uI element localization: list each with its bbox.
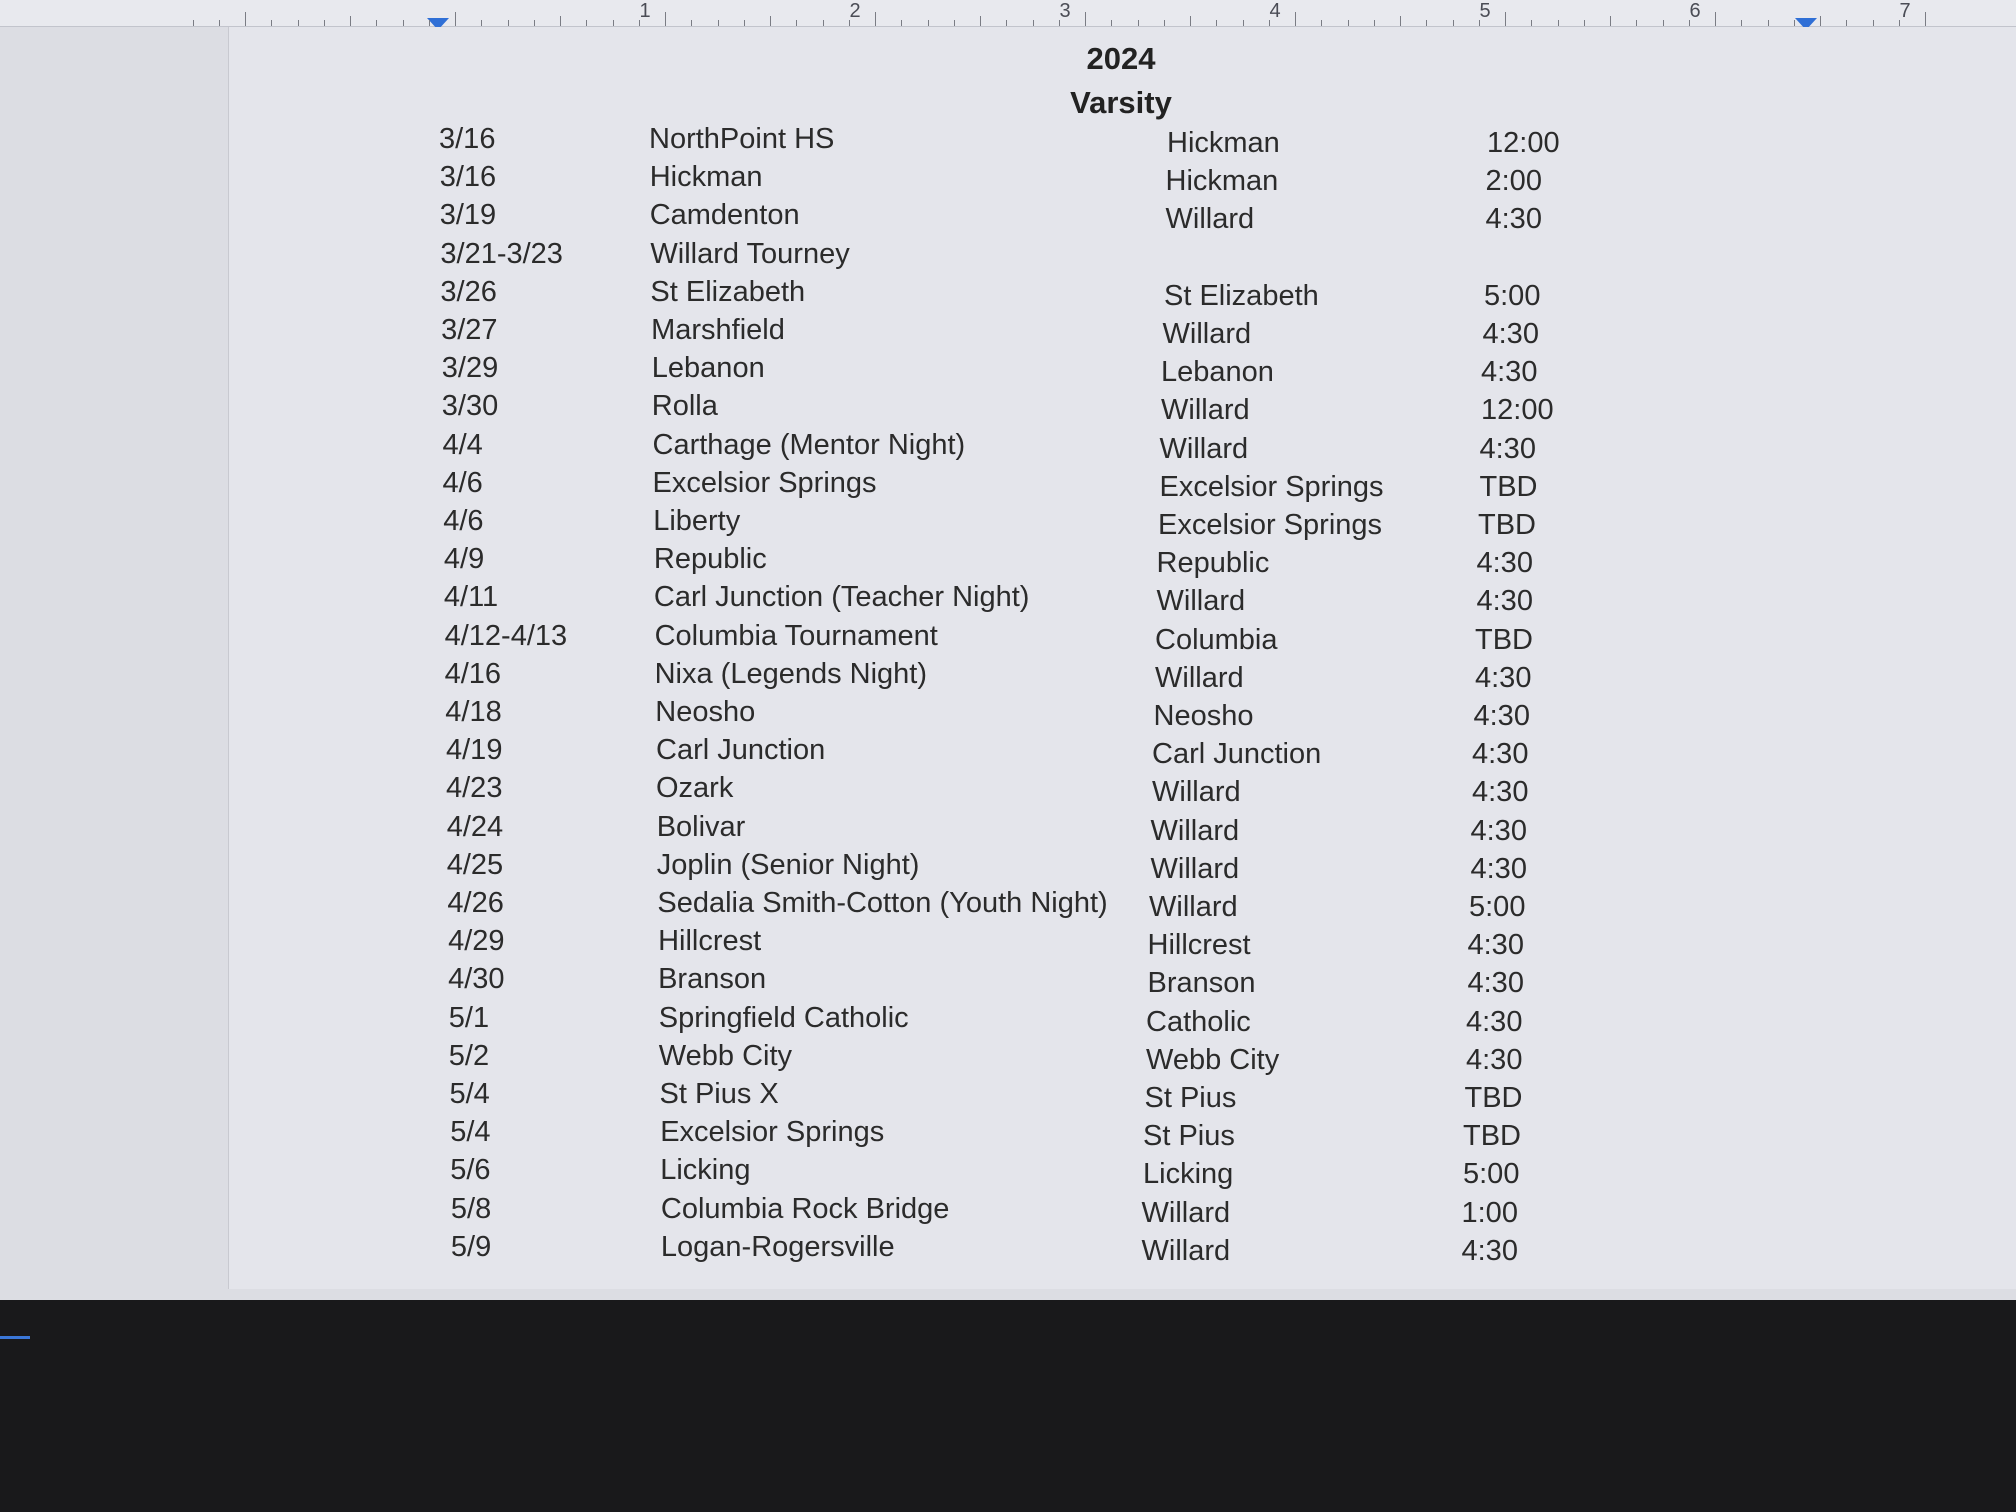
date-cell: 4/6 bbox=[442, 466, 483, 499]
ruler-tick bbox=[193, 20, 194, 26]
ruler-tick bbox=[770, 16, 771, 26]
date-cell: 3/30 bbox=[441, 390, 499, 423]
ruler-tick bbox=[1820, 16, 1821, 26]
ruler-number: 4 bbox=[1269, 0, 1281, 22]
ruler-number: 6 bbox=[1689, 0, 1701, 22]
date-cell: 5/4 bbox=[450, 1116, 491, 1149]
taskbar-indicator bbox=[0, 1336, 30, 1339]
date-cell: 4/29 bbox=[448, 925, 505, 958]
ruler-tick bbox=[980, 16, 981, 26]
location-cell: St Pius bbox=[1144, 1082, 1237, 1114]
location-cell: Willard bbox=[1165, 203, 1255, 236]
date-cell: 5/1 bbox=[448, 1001, 490, 1034]
location-cell: Hickman bbox=[1167, 127, 1280, 159]
ruler-tick bbox=[665, 12, 666, 26]
ruler-tick bbox=[1321, 20, 1322, 26]
date-cell: 5/4 bbox=[449, 1078, 490, 1110]
ruler-number: 2 bbox=[849, 0, 861, 22]
date-cell: 4/26 bbox=[447, 887, 504, 919]
ruler-tick bbox=[1531, 20, 1532, 26]
opponent-cell: Springfield Catholic bbox=[658, 1001, 909, 1034]
time-cell: 4:30 bbox=[1475, 661, 1532, 694]
ruler-tick bbox=[1873, 20, 1874, 26]
ruler-tick bbox=[1348, 20, 1349, 26]
ruler-tick bbox=[1216, 20, 1217, 26]
ruler-tick bbox=[1453, 20, 1454, 26]
location-cell: Willard bbox=[1141, 1234, 1231, 1267]
ruler-tick bbox=[403, 20, 404, 26]
time-cell: 4:30 bbox=[1476, 547, 1533, 580]
schedule-year-heading: 2024 bbox=[1086, 41, 1156, 76]
ruler-tick bbox=[219, 20, 220, 26]
ruler-tick bbox=[1741, 20, 1742, 26]
ruler-tick bbox=[1033, 20, 1034, 26]
date-cell: 5/8 bbox=[450, 1192, 492, 1225]
time-cell: 4:30 bbox=[1466, 1043, 1523, 1076]
location-cell: Willard bbox=[1162, 318, 1252, 350]
date-cell: 4/25 bbox=[446, 848, 504, 881]
location-cell: Branson bbox=[1147, 967, 1256, 1000]
location-cell: Willard bbox=[1150, 852, 1240, 885]
time-cell: TBD bbox=[1475, 623, 1533, 656]
time-cell: 4:30 bbox=[1479, 432, 1536, 465]
monitor-bezel bbox=[0, 1300, 2016, 1512]
opponent-cell: Licking bbox=[660, 1154, 751, 1187]
opponent-cell: Marshfield bbox=[651, 314, 785, 346]
date-cell: 3/26 bbox=[440, 275, 497, 308]
date-cell: 5/9 bbox=[450, 1230, 492, 1263]
opponent-cell: Columbia Rock Bridge bbox=[660, 1192, 950, 1225]
time-cell: TBD bbox=[1464, 1082, 1523, 1114]
ruler-tick bbox=[350, 16, 351, 26]
ruler-tick bbox=[1400, 16, 1401, 26]
ruler-number: 7 bbox=[1899, 0, 1911, 22]
ruler-tick bbox=[1138, 20, 1139, 26]
date-cell: 5/2 bbox=[448, 1039, 490, 1072]
location-cell: Excelsior Springs bbox=[1158, 509, 1383, 541]
ruler-tick bbox=[1190, 16, 1191, 26]
time-cell: TBD bbox=[1479, 470, 1538, 503]
opponent-cell: Branson bbox=[658, 963, 767, 996]
location-cell: Webb City bbox=[1146, 1043, 1280, 1076]
ruler-tick bbox=[901, 20, 902, 26]
date-cell: 3/16 bbox=[439, 123, 496, 155]
location-cell: Republic bbox=[1156, 547, 1270, 580]
location-cell: Willard bbox=[1150, 814, 1240, 847]
date-cell: 3/27 bbox=[441, 314, 498, 346]
time-cell: 4:30 bbox=[1467, 967, 1524, 1000]
location-cell: Willard bbox=[1155, 661, 1244, 694]
date-cell: 4/30 bbox=[448, 963, 505, 996]
ruler-tick bbox=[1505, 12, 1506, 26]
ruler-number: 5 bbox=[1479, 0, 1491, 22]
ruler-tick bbox=[586, 20, 587, 26]
opponent-cell: Lebanon bbox=[651, 352, 765, 385]
opponent-cell: Camdenton bbox=[649, 199, 800, 232]
opponent-cell: Ozark bbox=[656, 772, 734, 805]
location-cell: Catholic bbox=[1146, 1005, 1251, 1038]
ruler-tick bbox=[691, 20, 692, 26]
ruler-tick bbox=[1610, 16, 1611, 26]
ruler-tick bbox=[1636, 20, 1637, 26]
time-cell: 4:30 bbox=[1485, 203, 1542, 236]
ruler-tick bbox=[823, 20, 824, 26]
ruler-tick bbox=[481, 20, 482, 26]
opponent-cell: Logan-Rogersville bbox=[660, 1230, 895, 1263]
ruler-tick bbox=[613, 20, 614, 26]
time-cell: 4:30 bbox=[1473, 700, 1530, 732]
ruler-tick bbox=[718, 20, 719, 26]
opponent-cell: Carthage (Mentor Night) bbox=[652, 428, 966, 461]
time-cell: 4:30 bbox=[1472, 738, 1529, 771]
ruler-number: 1 bbox=[639, 0, 651, 22]
date-cell: 4/18 bbox=[445, 696, 502, 728]
ruler-tick bbox=[1715, 12, 1716, 26]
opponent-cell: St Elizabeth bbox=[650, 275, 806, 308]
ruler-tick bbox=[1426, 20, 1427, 26]
date-cell: 4/9 bbox=[443, 543, 485, 576]
horizontal-ruler[interactable] bbox=[0, 0, 2016, 27]
time-cell: 5:00 bbox=[1469, 891, 1526, 923]
date-cell: 4/23 bbox=[446, 772, 503, 805]
date-cell: 4/24 bbox=[446, 810, 504, 843]
opponent-cell: Hickman bbox=[649, 161, 763, 194]
time-cell: 4:30 bbox=[1482, 318, 1539, 350]
time-cell: 4:30 bbox=[1476, 585, 1533, 618]
date-cell: 4/16 bbox=[444, 657, 502, 690]
time-cell: 5:00 bbox=[1484, 279, 1541, 312]
date-cell: 4/11 bbox=[443, 581, 499, 614]
date-cell: 5/6 bbox=[450, 1154, 491, 1187]
time-cell: 4:30 bbox=[1461, 1234, 1518, 1267]
time-cell: 5:00 bbox=[1463, 1158, 1520, 1191]
schedule-team-heading: Varsity bbox=[1070, 85, 1172, 120]
location-cell: Hillcrest bbox=[1147, 929, 1251, 962]
time-cell: 4:30 bbox=[1472, 776, 1529, 809]
location-cell: Willard bbox=[1152, 776, 1241, 809]
location-cell: Hickman bbox=[1165, 165, 1279, 198]
opponent-cell: Joplin (Senior Night) bbox=[656, 848, 920, 881]
ruler-tick bbox=[1584, 20, 1585, 26]
time-cell: 4:30 bbox=[1470, 814, 1527, 847]
opponent-cell: Sedalia Smith-Cotton (Youth Night) bbox=[657, 887, 1108, 919]
ruler-tick bbox=[1794, 20, 1795, 26]
date-cell: 4/12-4/13 bbox=[444, 619, 568, 652]
location-cell: Neosho bbox=[1153, 700, 1254, 732]
opponent-cell: Willard Tourney bbox=[650, 237, 850, 270]
opponent-cell: Webb City bbox=[658, 1039, 793, 1072]
opponent-cell: Excelsior Springs bbox=[652, 466, 877, 499]
opponent-cell: Republic bbox=[653, 543, 767, 576]
date-cell: 3/19 bbox=[439, 199, 497, 232]
ruler-tick bbox=[1558, 20, 1559, 26]
ruler-tick bbox=[1295, 12, 1296, 26]
ruler-tick bbox=[324, 20, 325, 26]
ruler-tick bbox=[1164, 20, 1165, 26]
ruler-tick bbox=[298, 20, 299, 26]
opponent-cell: Excelsior Springs bbox=[660, 1116, 885, 1149]
location-cell: Lebanon bbox=[1161, 356, 1274, 389]
opponent-cell: Nixa (Legends Night) bbox=[654, 657, 928, 690]
ruler-tick bbox=[796, 20, 797, 26]
time-cell: 1:00 bbox=[1461, 1196, 1518, 1229]
ruler-tick bbox=[245, 12, 246, 26]
time-cell: 4:30 bbox=[1470, 852, 1527, 885]
time-cell: TBD bbox=[1478, 509, 1536, 541]
ruler-tick bbox=[1374, 20, 1375, 26]
ruler-tick bbox=[560, 16, 561, 26]
time-cell: 4:30 bbox=[1467, 929, 1524, 962]
ruler-tick bbox=[455, 12, 456, 26]
time-cell: 12:00 bbox=[1481, 394, 1554, 427]
location-cell: Licking bbox=[1143, 1158, 1234, 1191]
ruler-tick bbox=[534, 20, 535, 26]
opponent-cell: Carl Junction bbox=[656, 734, 826, 767]
date-cell: 4/19 bbox=[446, 734, 503, 767]
opponent-cell: St Pius X bbox=[659, 1078, 779, 1110]
location-cell: Willard bbox=[1161, 394, 1250, 427]
date-cell: 4/6 bbox=[443, 505, 484, 537]
opponent-cell: Neosho bbox=[655, 696, 756, 728]
location-cell: Willard bbox=[1149, 891, 1238, 923]
location-cell: Willard bbox=[1156, 585, 1246, 618]
ruler-tick bbox=[271, 20, 272, 26]
ruler-tick bbox=[1663, 20, 1664, 26]
location-cell: Columbia bbox=[1155, 623, 1278, 656]
location-cell: St Elizabeth bbox=[1164, 279, 1319, 312]
ruler-tick bbox=[376, 20, 377, 26]
ruler-tick bbox=[508, 20, 509, 26]
ruler-tick bbox=[1111, 20, 1112, 26]
opponent-cell: Liberty bbox=[653, 505, 741, 537]
ruler-tick bbox=[1846, 20, 1847, 26]
location-cell: Willard bbox=[1141, 1196, 1231, 1229]
ruler-tick bbox=[1085, 12, 1086, 26]
opponent-cell: Hillcrest bbox=[658, 925, 762, 958]
opponent-cell: Rolla bbox=[651, 390, 718, 423]
ruler-tick bbox=[954, 20, 955, 26]
ruler-tick bbox=[1768, 20, 1769, 26]
ruler-tick bbox=[1925, 12, 1926, 26]
date-cell: 4/4 bbox=[442, 428, 483, 461]
time-cell: 4:30 bbox=[1481, 356, 1538, 389]
location-cell: Excelsior Springs bbox=[1159, 470, 1384, 503]
ruler-number: 3 bbox=[1059, 0, 1071, 22]
opponent-cell: Bolivar bbox=[656, 810, 746, 843]
ruler-tick bbox=[928, 20, 929, 26]
opponent-cell: NorthPoint HS bbox=[649, 123, 835, 155]
ruler-tick bbox=[1243, 20, 1244, 26]
opponent-cell: Carl Junction (Teacher Night) bbox=[653, 581, 1030, 614]
location-cell: Willard bbox=[1159, 432, 1249, 465]
document-page[interactable] bbox=[228, 27, 2016, 1289]
ruler-tick bbox=[875, 12, 876, 26]
location-cell: St Pius bbox=[1143, 1120, 1235, 1153]
ruler-tick bbox=[1006, 20, 1007, 26]
date-cell: 3/29 bbox=[441, 352, 499, 385]
opponent-cell: Columbia Tournament bbox=[654, 619, 938, 652]
ruler-tick bbox=[429, 20, 430, 26]
time-cell: 2:00 bbox=[1485, 165, 1542, 198]
time-cell: 4:30 bbox=[1466, 1005, 1523, 1038]
time-cell: 12:00 bbox=[1487, 127, 1560, 159]
time-cell: TBD bbox=[1463, 1120, 1521, 1153]
location-cell: Carl Junction bbox=[1152, 738, 1322, 771]
ruler-tick bbox=[744, 20, 745, 26]
date-cell: 3/21-3/23 bbox=[440, 237, 563, 270]
date-cell: 3/16 bbox=[439, 161, 497, 194]
